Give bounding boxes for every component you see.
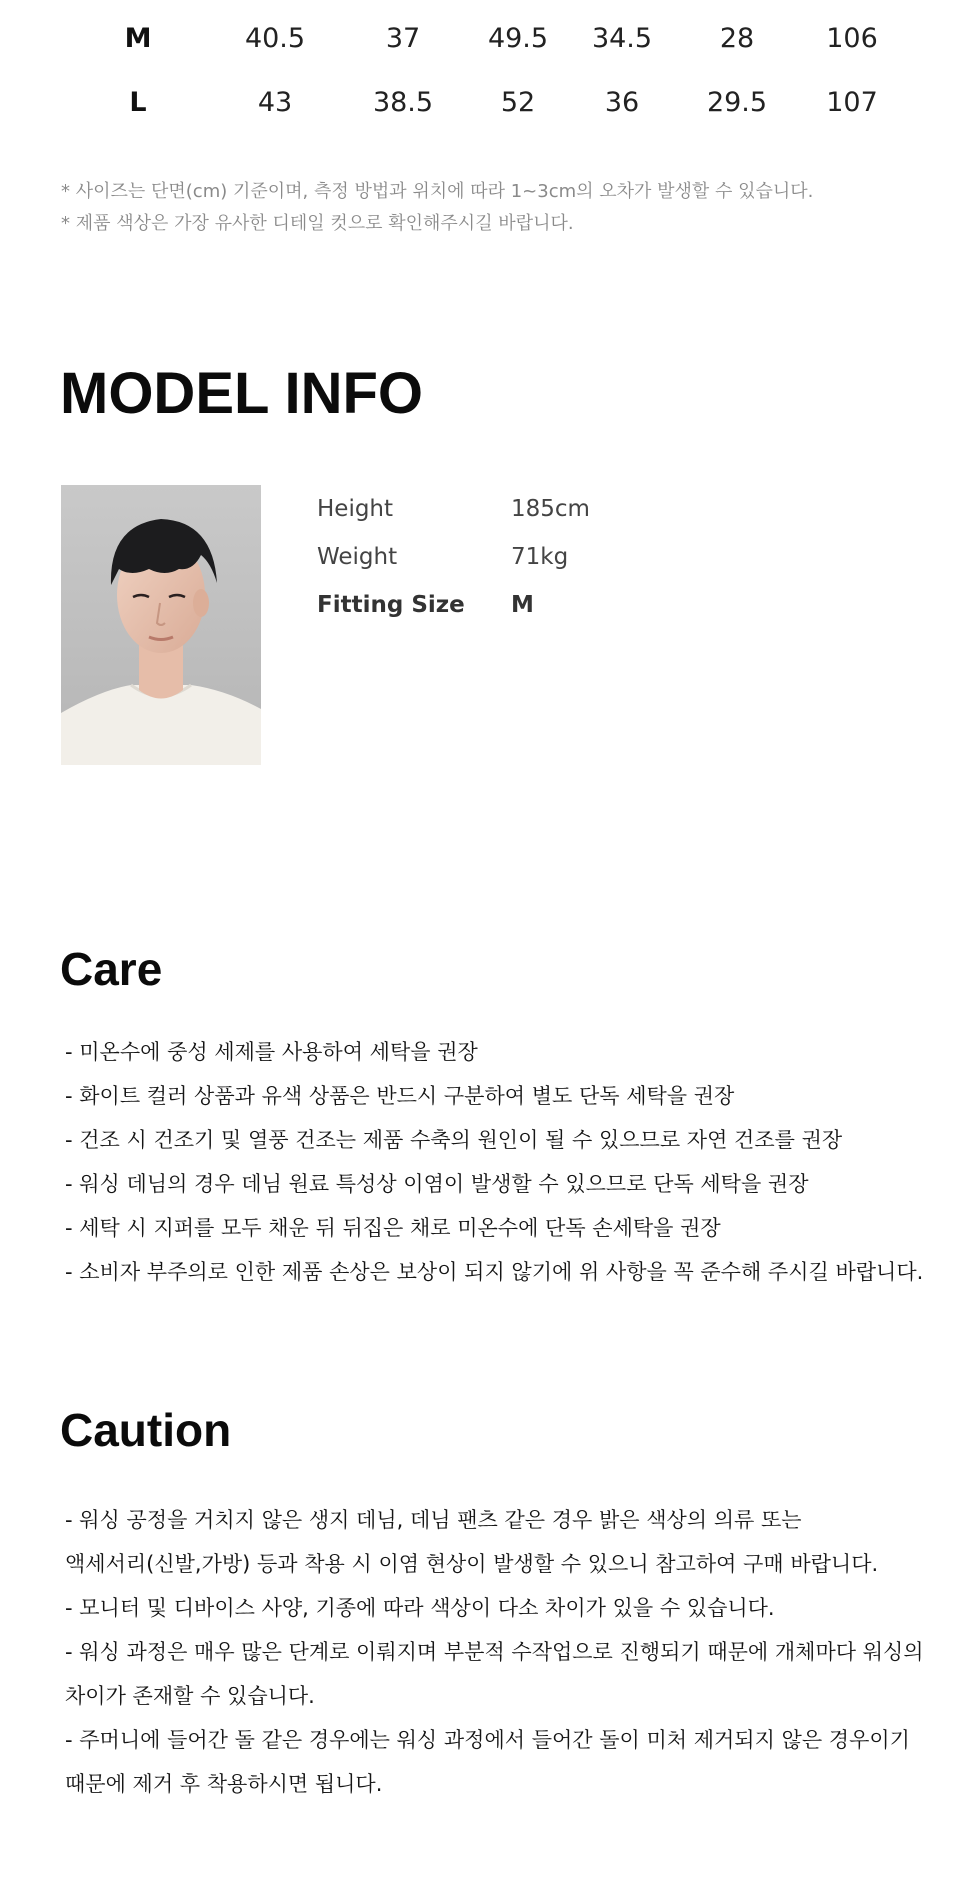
size-value: 36: [604, 87, 640, 118]
size-note: * 사이즈는 단면(cm) 기준이며, 측정 방법과 위치에 따라 1~3cm의 오차가 발생할 수 있습니다.: [61, 181, 814, 202]
caution-title: Caution: [60, 1404, 232, 1456]
spec-value: M: [511, 592, 534, 618]
care-title: Care: [60, 943, 163, 995]
care-item: - 화이트 컬러 상품과 유색 상품은 반드시 구분하여 별도 단독 세탁을 권장: [65, 1084, 735, 1108]
size-value: 28: [719, 23, 755, 54]
caution-item: - 주머니에 들어간 돌 같은 경우에는 워싱 과정에서 들어간 돌이 미처 제거되지 않은 경우이기: [65, 1728, 910, 1752]
size-notes: [61, 176, 921, 240]
size-label: L: [129, 87, 147, 118]
care-item: - 미온수에 중성 세제를 사용하여 세탁을 권장: [65, 1040, 478, 1064]
size-value: 49.5: [487, 23, 549, 54]
color-note: * 제품 색상은 가장 유사한 디테일 컷으로 확인해주시길 바랍니다.: [61, 213, 574, 234]
spec-key: Weight: [317, 544, 398, 570]
size-value: 37: [385, 23, 421, 54]
spec-row-height: [317, 485, 817, 533]
spec-value: 185cm: [511, 496, 590, 522]
caution-item: 차이가 존재할 수 있습니다.: [65, 1684, 315, 1708]
spec-row-weight: [317, 533, 817, 581]
spec-key: Height: [317, 496, 394, 522]
spec-row-fitting-size: [317, 581, 817, 629]
size-value: 38.5: [372, 87, 434, 118]
size-value: 34.5: [591, 23, 653, 54]
size-row-m: [0, 7, 960, 71]
care-list: [65, 1030, 925, 1294]
size-row-l: [0, 71, 960, 135]
size-value: 43: [257, 87, 293, 118]
size-label: M: [124, 23, 152, 54]
caution-list: [65, 1498, 925, 1806]
size-value: 52: [500, 87, 536, 118]
caution-item: - 모니터 및 디바이스 사양, 기종에 따라 색상이 다소 차이가 있을 수 있습니다.: [65, 1596, 775, 1620]
care-item: - 세탁 시 지퍼를 모두 채운 뒤 뒤집은 채로 미온수에 단독 손세탁을 권장: [65, 1216, 721, 1240]
caution-item: 때문에 제거 후 착용하시면 됩니다.: [65, 1772, 383, 1796]
care-item: - 소비자 부주의로 인한 제품 손상은 보상이 되지 않기에 위 사항을 꼭 준수해 주시길 바랍니다.: [65, 1260, 924, 1284]
size-value: 106: [826, 23, 878, 54]
spec-key: Fitting Size: [317, 592, 465, 618]
care-item: - 건조 시 건조기 및 열풍 건조는 제품 수축의 원인이 될 수 있으므로 자연 건조를 권장: [65, 1128, 843, 1152]
model-photo: [61, 485, 261, 765]
model-info-title: MODEL INFO: [60, 361, 424, 426]
care-item: - 워싱 데님의 경우 데님 원료 특성상 이염이 발생할 수 있으므로 단독 세탁을 권장: [65, 1172, 809, 1196]
size-value: 107: [826, 87, 878, 118]
spec-value: 71kg: [511, 544, 569, 570]
size-value: 29.5: [706, 87, 768, 118]
caution-item: - 워싱 공정을 거치지 않은 생지 데님, 데님 팬츠 같은 경우 밝은 색상의 의류 또는: [65, 1508, 802, 1532]
caution-item: - 워싱 과정은 매우 많은 단계로 이뤄지며 부분적 수작업으로 진행되기 때문에 개체마다 워싱의: [65, 1640, 924, 1664]
model-portrait-illustration: [61, 485, 261, 765]
caution-item: 액세서리(신발,가방) 등과 착용 시 이염 현상이 발생할 수 있으니 참고하여 구매 바랍니다.: [65, 1552, 879, 1576]
size-value: 40.5: [244, 23, 306, 54]
